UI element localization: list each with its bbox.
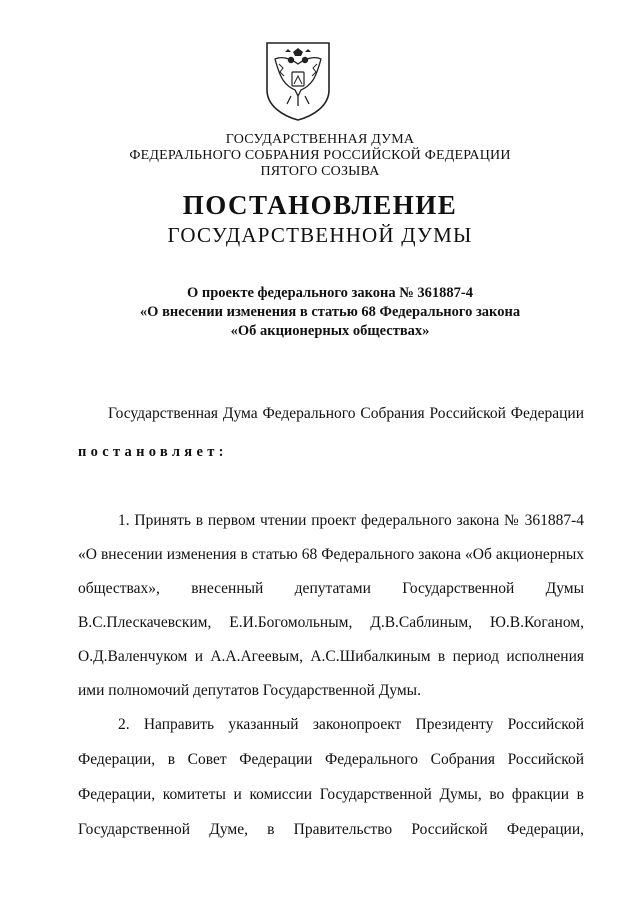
p2-line-1: 2. Направить указанный законопроект Президенту Российской	[118, 716, 584, 733]
issuer-line-1: ГОСУДАРСТВЕННАЯ ДУМА	[225, 132, 415, 147]
p1-line-1: 1. Принять в первом чтении проект федерального закона № 361887-4	[118, 512, 584, 529]
issuer-line-2: ФЕДЕРАЛЬНОГО СОБРАНИЯ РОССИЙСКОЙ ФЕДЕРАЦИИ	[129, 148, 511, 163]
p1-line-6: ими полномочий депутатов Государственной Думы.	[78, 682, 421, 699]
issuer-line-3: ПЯТОГО СОЗЫВА	[260, 164, 380, 179]
p2-line-4: Государственной Думе, в Правительство Российской Федерации,	[78, 821, 584, 838]
p2-line-2: Федерации, в Совет Федерации Федерального Собрания Российской	[78, 751, 584, 768]
state-emblem-icon	[263, 40, 333, 122]
preamble: Государственная Дума Федерального Собрания Российской Федерации	[108, 405, 584, 422]
law-title-line-1: О проекте федерального закона № 361887-4	[186, 285, 474, 301]
document-subtitle: ГОСУДАРСТВЕННОЙ ДУМЫ	[167, 223, 473, 247]
p1-line-5: О.Д.Валенчуком и А.А.Агеевым, А.С.Шибалкиным в период исполнения	[78, 648, 584, 665]
p2-line-3: Федерации, комитеты и комиссии Государственной Думы, во фракции в	[78, 786, 584, 803]
p1-line-3: обществах», внесенный депутатами Государственной Думы	[78, 580, 584, 597]
document-title: ПОСТАНОВЛЕНИЕ	[182, 190, 458, 220]
resolves-word: постановляет:	[78, 444, 228, 460]
law-title-line-3: «Об акционерных обществах»	[230, 323, 430, 339]
p1-line-4: В.С.Плескачевским, Е.И.Богомольным, Д.В.Саблиным, Ю.В.Коганом,	[78, 614, 584, 631]
law-title-line-2: «О внесении изменения в статью 68 Федерального закона	[139, 304, 521, 320]
p1-line-2: «О внесении изменения в статью 68 Федерального закона «Об акционерных	[78, 546, 584, 563]
